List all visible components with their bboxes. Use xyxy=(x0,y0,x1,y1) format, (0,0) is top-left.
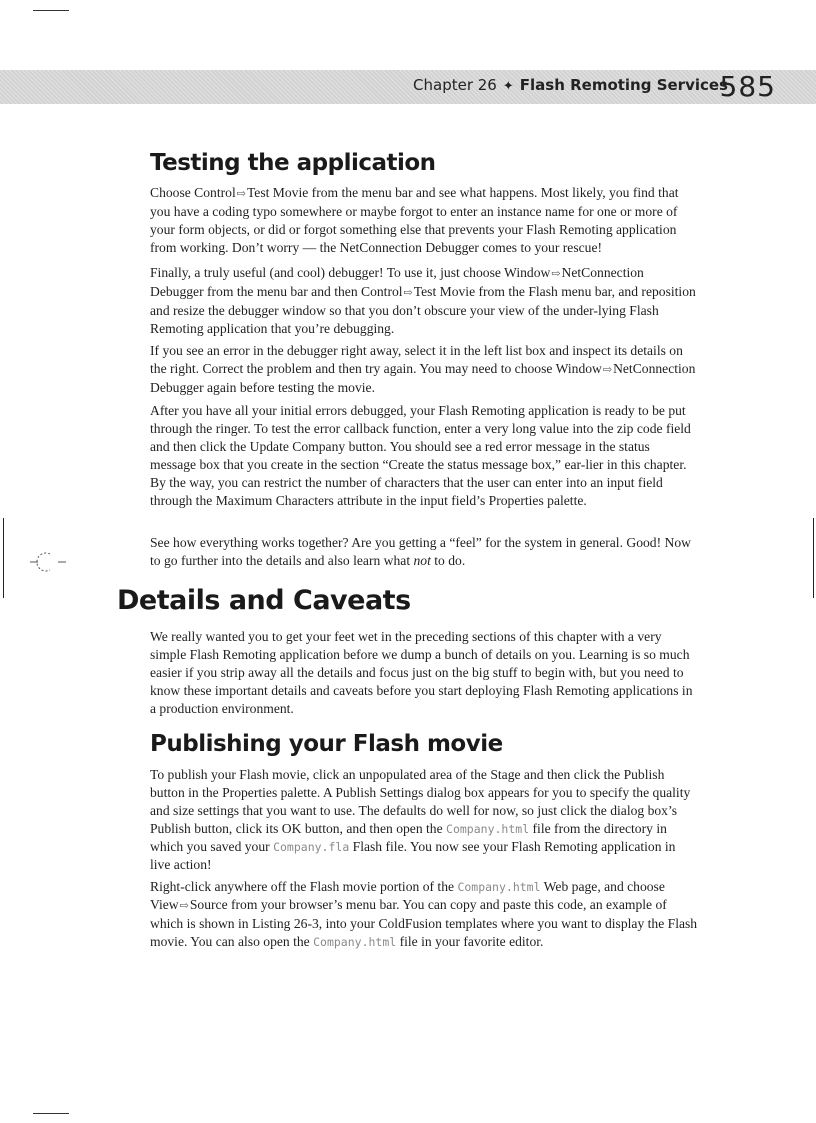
header-separator-icon: ✦ xyxy=(502,79,514,94)
chapter-title: Flash Remoting Services xyxy=(519,76,728,94)
heading-testing-the-application: Testing the application xyxy=(150,150,436,176)
text-run: file from the directory in which you saved your xyxy=(150,821,667,854)
paragraph-testing-5 xyxy=(150,534,698,570)
menu-arrow-icon: ⇨ xyxy=(403,287,413,299)
text-run: Choose Control xyxy=(150,185,236,200)
code-filename: Company.html xyxy=(313,935,397,949)
text-run: Test Movie from the menu bar and see what happens. Most likely, you find that you have a coding typo somewhere or maybe forgot to enter an instance name for one or more of your form objects, or did or forgot something else that prevents your Flash Remoting application from working. Don’t worry — the NetConnection Debugger comes to your rescue! xyxy=(150,185,679,255)
menu-arrow-icon: ⇨ xyxy=(602,364,613,376)
text-run: file in your favorite editor. xyxy=(396,934,544,949)
menu-arrow-icon: ⇨ xyxy=(551,268,561,280)
crop-mark-top-left xyxy=(33,10,69,11)
paragraph-publishing-2 xyxy=(150,878,698,951)
text-run: To publish your Flash movie, click an unpopulated area of the Stage and then click the Publish button in the Properties palette. A Publish Settings dialog box appears for you to specify the quality and size settings that you want to use. The defaults do well for now, so just click the dialog box’s Publish button, click its OK button, and then open the xyxy=(150,767,691,836)
chapter-label: Chapter 26 xyxy=(413,76,497,94)
paragraph-details-1: We really wanted you to get your feet wet in the preceding sections of this chapter with a very simple Flash Remoting application before we dump a bunch of details on you. Learning is so much easier if you strip away all the details and focus just on the big stuff to begin with, but you need to know these important details and caveats before you start deploying Flash Remoting applications in a production environment. xyxy=(150,629,693,716)
margin-rule-right xyxy=(813,518,814,598)
paragraph-testing-1 xyxy=(150,184,698,257)
text-run: See how everything works together? Are you getting a “feel” for the system in general. Good! Now to go further into the details and also learn what xyxy=(150,535,691,568)
text-run: Web page, and choose View xyxy=(150,879,665,912)
text-run: to do. xyxy=(430,553,466,568)
code-filename: Company.fla xyxy=(273,840,350,854)
menu-arrow-icon: ⇨ xyxy=(236,188,246,200)
paragraph-testing-2 xyxy=(150,264,698,338)
registration-mark-icon xyxy=(28,551,68,573)
text-run: Finally, a truly useful (and cool) debugger! To use it, just choose Window xyxy=(150,265,551,280)
paragraph-publishing-1 xyxy=(150,766,698,874)
crop-mark-bottom-left xyxy=(33,1113,69,1114)
page-number: 585 xyxy=(719,70,776,103)
code-filename: Company.html xyxy=(457,880,541,894)
paragraph-testing-4: After you have all your initial errors debugged, your Flash Remoting application is ready to be put through the ringer. To test the error callback function, enter a very long value into the zip code field and then click the Update Company button. You should see a red error message in the status message box that you create in the section “Create the status message box,” ear-lier in this chapter. By the way, you can restrict the number of characters that the user can enter into an input field through the Maximum Characters attribute in the input field’s Properties palette. xyxy=(150,403,691,508)
heading-details-and-caveats: Details and Caveats xyxy=(117,585,411,616)
text-run: Source from your browser’s menu bar. You can copy and paste this code, an example of which is shown in Listing 26-3, into your ColdFusion templates where you want to display the Flash movie. You can also open the xyxy=(150,897,698,949)
text-run: NetConnection Debugger again before testing the movie. xyxy=(150,361,696,395)
code-filename: Company.html xyxy=(446,822,530,836)
menu-arrow-icon: ⇨ xyxy=(179,900,189,912)
text-run: Right-click anywhere off the Flash movie portion of the xyxy=(150,879,458,894)
paragraph-testing-3 xyxy=(150,342,698,397)
running-header xyxy=(413,76,728,94)
margin-rule-left xyxy=(3,518,4,598)
text-run: Test Movie from the Flash menu bar, and reposition and resize the debugger window so that you don’t obscure your view of the under-lying Flash Remoting application that you’re debugging. xyxy=(150,284,696,336)
text-run: NetConnection Debugger from the menu bar and then Control xyxy=(150,265,644,299)
text-run: Flash file. You now see your Flash Remoting application in live action! xyxy=(150,839,676,872)
emphasis-not: not xyxy=(413,553,431,568)
text-run: If you see an error in the debugger right away, select it in the left list box and inspect its details on the right. Correct the problem and then try again. You may need to choose Window xyxy=(150,343,683,376)
heading-publishing-your-flash-movie: Publishing your Flash movie xyxy=(150,731,503,757)
